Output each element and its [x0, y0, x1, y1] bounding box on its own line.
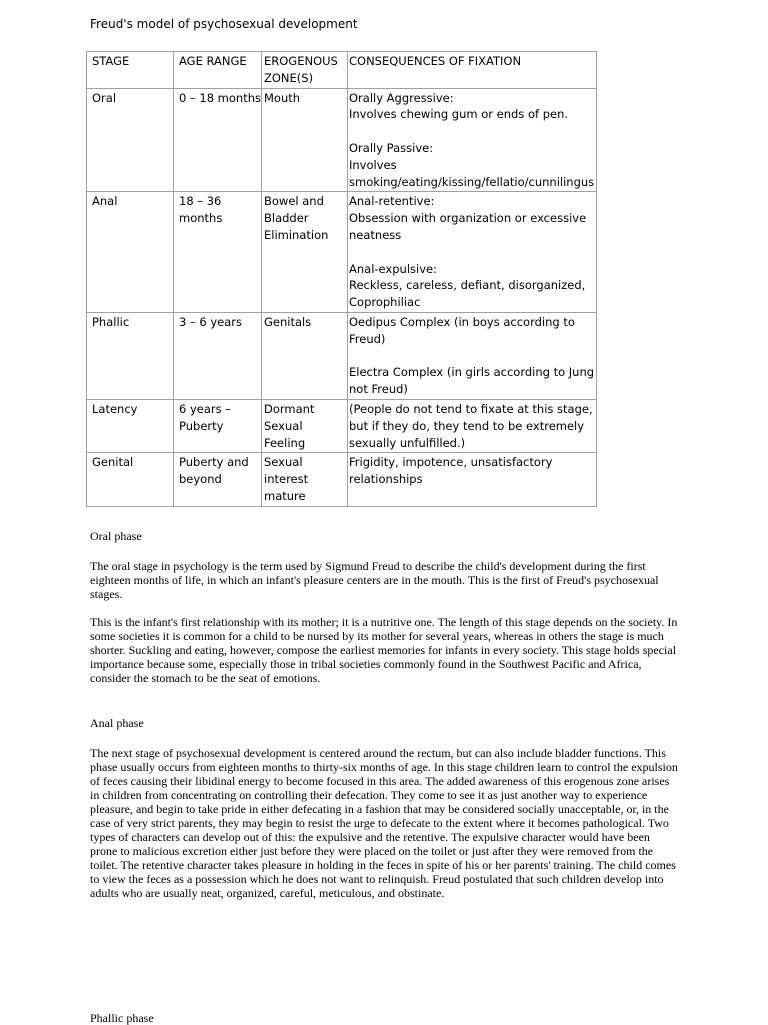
consequence-line: Orally Aggressive:: [349, 90, 454, 105]
erogenous-zone-cell: Mouth: [262, 88, 348, 192]
anal-heading: Anal phase: [90, 716, 144, 730]
table-row: [87, 192, 597, 313]
age-range-cell: 3 – 6 years: [174, 312, 262, 399]
oral-section: [90, 529, 680, 685]
oral-paragraph-1: The oral stage in psychology is the term used by Sigmund Freud to describe the child's development during the first eighteen months of life, in which an infant's pleasure centers are in the mouth. This is the first of Freud's psychosexual stages.: [90, 559, 659, 601]
anal-paragraph-1: The next stage of psychosexual development is centered around the rectum, but can also include bladder functions. This phase usually occurs from eighteen months to thirty-six months of age. In this stage children learn to control the expulsion of feces causing their libidinal energy to become focused in this area. The added awareness of this erogenous zone arises in children from concentrating on controlling their defecation. They come to see it as just another way to experience pleasure, and begin to take pride in either defecating in a fashion that may be considered socially unacceptable, or, in the case of very strict parents, they may begin to resist the urge to defecate to the extent where it becomes pathological. Two types of characters can develop out of this: the expulsive and the retentive. The expulsive character would have been prone to malicious excretion either just before they were placed on the toilet or just after they were removed from the toilet. The retentive character takes pleasure in holding in the feces in spite of his or her parents' training. The child comes to view the feces as a possession which he does not want to relinquish. Freud postulated that such children develop into adults who are usually neat, organized, careful, meticulous, and obstinate.: [90, 746, 678, 900]
consequence-line: Anal-expulsive:: [349, 261, 437, 276]
table-header-row: [87, 52, 597, 89]
oral-heading: Oral phase: [90, 529, 142, 543]
consequence-line: Oedipus Complex (in boys according to Freud): [349, 314, 579, 346]
consequence-line: Electra Complex (in girls according to Jung not Freud): [349, 365, 598, 397]
table-row: [87, 312, 597, 399]
age-range-cell: 0 – 18 months: [174, 88, 262, 192]
consequence-line: Orally Passive:: [349, 140, 434, 155]
stage-cell: Anal: [87, 192, 174, 313]
consequence-line: smoking/eating/kissing/fellatio/cunnilingus: [349, 174, 595, 189]
consequence-line: Obsession with organization or excessive neatness: [349, 211, 590, 242]
consequence-line: (People do not tend to fixate at this stage, but if they do, they tend to be extremely sexually unfulfilled.): [349, 401, 597, 450]
phallic-section: [90, 1011, 680, 1025]
header-stage: STAGE: [87, 52, 174, 89]
consequences-cell: [348, 399, 597, 452]
consequence-gap: [349, 123, 596, 140]
table-row: [87, 88, 597, 192]
age-range-cell: 18 – 36 months: [174, 192, 262, 313]
consequences-cell: [348, 88, 597, 192]
age-range-cell: 6 years – Puberty: [174, 399, 262, 452]
consequence-line: Involves chewing gum or ends of pen.: [349, 107, 569, 122]
header-age-range: AGE RANGE: [174, 52, 262, 89]
consequences-cell: [348, 192, 597, 313]
header-consequences: CONSEQUENCES OF FIXATION: [348, 52, 597, 89]
age-range-cell: Puberty and beyond: [174, 453, 262, 506]
phallic-heading: Phallic phase: [90, 1011, 154, 1025]
consequence-line: Involves: [349, 157, 397, 172]
document-title: Freud's model of psychosexual development: [90, 17, 358, 31]
stage-cell: Phallic: [87, 312, 174, 399]
erogenous-zone-cell: Genitals: [262, 312, 348, 399]
oral-paragraph-2: This is the infant's first relationship with its mother; it is a nutritive one. The length of this stage depends on the society. In some societies it is common for a child to be nursed by its mother for several years, whereas in others the stage is much shorter. Suckling and eating, however, compose the earliest memories for infants in every society. This stage holds special importance because some, especially those in tribal societies commonly found in the Southwest Pacific and Africa, consider the stomach to be the seat of emotions.: [90, 615, 678, 685]
consequences-cell: [348, 453, 597, 506]
consequence-line: Anal-retentive:: [349, 194, 435, 209]
header-erogenous-zones: EROGENOUS ZONE(S): [262, 52, 348, 89]
consequences-cell: [348, 312, 597, 399]
stage-cell: Latency: [87, 399, 174, 452]
consequence-gap: [349, 244, 596, 261]
table-row: [87, 399, 597, 452]
consequence-gap: [349, 348, 596, 365]
anal-section: [90, 716, 680, 900]
erogenous-zone-cell: Sexual interest mature: [262, 453, 348, 506]
consequence-line: Frigidity, impotence, unsatisfactory relationships: [349, 455, 557, 487]
psychosexual-stages-table: [86, 51, 597, 507]
stage-cell: Oral: [87, 88, 174, 192]
stage-cell: Genital: [87, 453, 174, 506]
erogenous-zone-cell: Bowel and Bladder Elimination: [262, 192, 348, 313]
consequence-line: Reckless, careless, defiant, disorganized, Coprophiliac: [349, 278, 589, 310]
table-row: [87, 453, 597, 506]
erogenous-zone-cell: Dormant Sexual Feeling: [262, 399, 348, 452]
